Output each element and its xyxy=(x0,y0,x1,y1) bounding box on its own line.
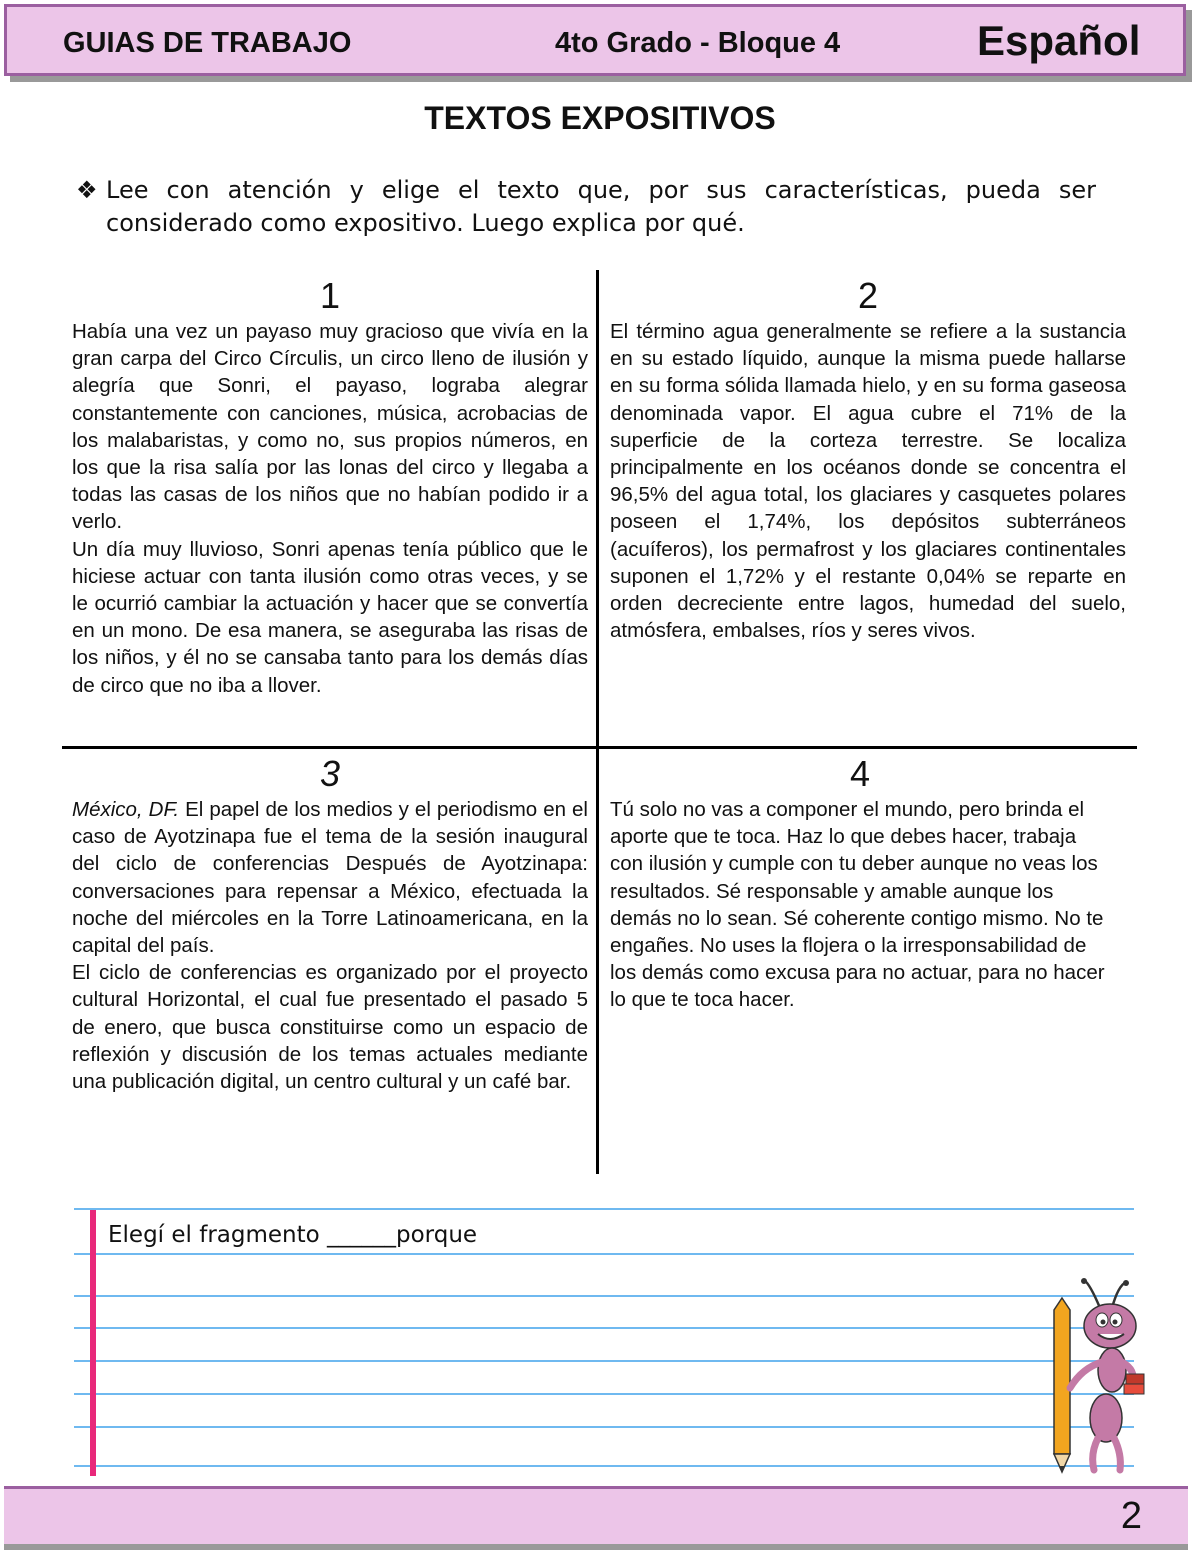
fragment-number: 2 xyxy=(857,275,879,316)
fragment-paragraph: Había una vez un payaso muy gracioso que vivía en la gran carpa del Circo Círculis, un circo lleno de ilusión y alegría que Sonri, el payaso, lograba alegrar constantemente con canciones, música, acrobacias de los malabaristas, y como no, sus propios números, en los que la risa salía por las lonas del circo y llegaba a todas las casas de los niños que no habían podido ir a verlo. xyxy=(72,320,588,534)
header-grade-block: 4to Grado - Bloque 4 xyxy=(555,27,841,59)
fragment-4 xyxy=(610,752,1110,1014)
fragment-number: 1 xyxy=(319,275,341,316)
page-number: 2 xyxy=(1120,1495,1142,1537)
fragment-paragraph: El término agua generalmente se refiere a la sustancia en su estado líquido, aunque la misma puede hallarse en su forma sólida llamada hielo, y en su forma gaseosa denominada vapor. El agua cubre el 71% de la superficie de la corteza terrestre. Se localiza principalmente en los océanos donde se concentra el 96,5% del agua total, los glaciares y casquetes polares poseen el 1,74%, los depósitos subterráneos (acuíferos), los permafrost y los glaciares continentales suponen el 1,72% y el restante 0,04% se reparte en orden decreciente entre lagos, humedad del suelo, atmósfera, embalses, ríos y seres vivos. xyxy=(610,320,1126,643)
fragment-3 xyxy=(72,752,588,1095)
notebook-line xyxy=(74,1426,1134,1428)
fragment-paragraph: El ciclo de conferencias es organizado por el proyecto cultural Horizontal, el cual fue presentado el pasado 5 de enero, que busca constituirse como un espacio de reflexión y discusión de los temas actuales mediante una publicación digital, un centro cultural y un café bar. xyxy=(72,961,588,1094)
notebook-line xyxy=(74,1393,1134,1395)
diamond-bullet-icon: ❖ xyxy=(76,176,98,204)
notebook-line xyxy=(74,1360,1134,1362)
fragment-2 xyxy=(610,274,1126,644)
fragment-1 xyxy=(72,274,588,699)
fragment-number: 3 xyxy=(319,753,341,794)
notebook-line xyxy=(74,1208,1134,1210)
notebook-line xyxy=(74,1253,1134,1255)
answer-prompt: Elegí el fragmento ______porque xyxy=(108,1222,478,1248)
answer-area[interactable] xyxy=(74,1208,1134,1478)
notebook-line xyxy=(74,1295,1134,1297)
instruction-text: Lee con atención y elige el texto que, por sus características, pueda ser considerado como expositivo. Luego explica por qué. xyxy=(106,176,1096,237)
fragment-paragraph xyxy=(72,796,588,959)
notebook-line xyxy=(74,1465,1134,1467)
header-subject: Español xyxy=(977,17,1141,64)
instruction xyxy=(76,174,1096,240)
header-title: GUIAS DE TRABAJO xyxy=(63,27,352,59)
ant-illustration-icon xyxy=(1050,1278,1150,1474)
fragment-dateline: México, DF. xyxy=(72,798,180,821)
vertical-divider xyxy=(596,270,599,1174)
header-band xyxy=(4,4,1186,76)
fragment-paragraph: Tú solo no vas a componer el mundo, pero brinda el aporte que te toca. Haz lo que debes hacer, trabaja con ilusión y cumple con tu deber aunque no veas los resultados. Sé responsable y amable aunque los demás no lo sean. Sé coherente contigo mismo. No te engañes. No uses la flojera o la irresponsabilidad de los demás como excusa para no actuar, para no hacer lo que te toca hacer. xyxy=(610,798,1105,1012)
page-title: TEXTOS EXPOSITIVOS xyxy=(424,100,776,136)
fragment-paragraph-text: El papel de los medios y el periodismo en el caso de Ayotzinapa fue el tema de la sesión inaugural del ciclo de conferencias Después de Ayotzinapa: conversaciones para repensar a México, efectuada la noche del miércoles en la Torre Latinoamericana, en la capital del país. xyxy=(72,798,588,958)
footer-band xyxy=(4,1486,1188,1544)
fragment-number: 4 xyxy=(849,753,871,794)
fragment-paragraph: Un día muy lluvioso, Sonri apenas tenía público que le hiciese actuar con tanta ilusión como otras veces, y se le ocurrió cambiar la actuación y hacer que se convertía en un mono. De esa manera, se aseguraba las risas de los niños, y él no se cansaba tanto para los demás días de circo que no iba a llover. xyxy=(72,537,588,697)
horizontal-divider xyxy=(62,746,1137,749)
notebook-margin-line xyxy=(90,1210,96,1476)
notebook-line xyxy=(74,1327,1134,1329)
